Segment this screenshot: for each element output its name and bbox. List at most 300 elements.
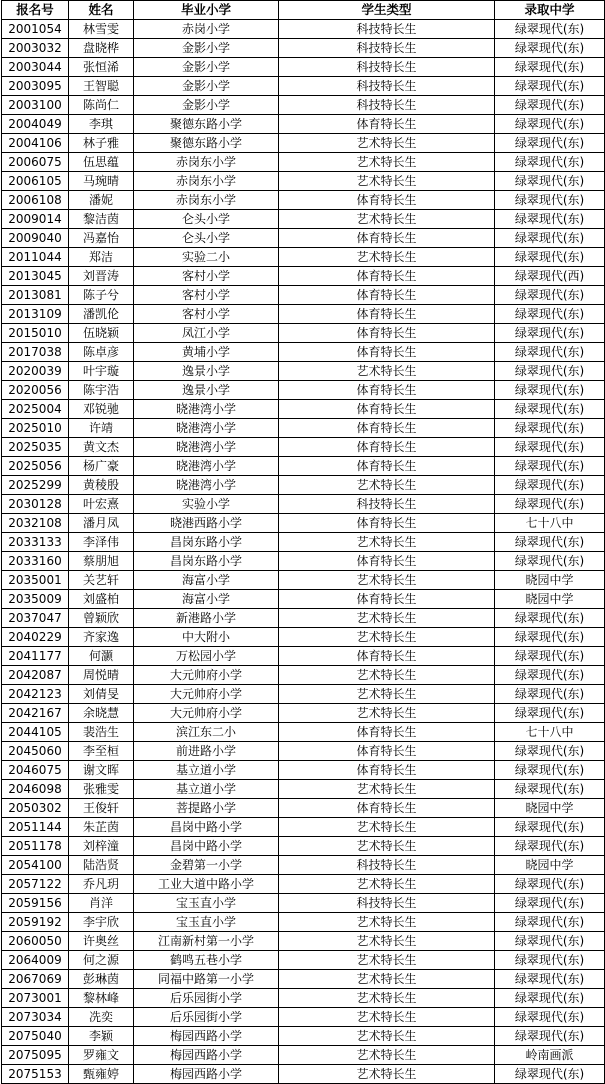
student-type-cell: 艺术特长生: [279, 875, 495, 894]
admitted-school-cell: 绿翠现代(东): [495, 875, 605, 894]
student-name-cell: 何灏: [69, 647, 134, 666]
registration-number-cell: 2003044: [2, 58, 69, 77]
primary-school-cell: 后乐园街小学: [134, 1008, 279, 1027]
registration-number-cell: 2025035: [2, 438, 69, 457]
student-name-cell: 黎林峰: [69, 989, 134, 1008]
registration-number-cell: 2004106: [2, 134, 69, 153]
admitted-school-cell: 绿翠现代(东): [495, 780, 605, 799]
student-name-cell: 李泽伟: [69, 533, 134, 552]
header-primary-school: 毕业小学: [134, 1, 279, 20]
student-name-cell: 李颖: [69, 1027, 134, 1046]
primary-school-cell: 后乐园街小学: [134, 989, 279, 1008]
student-type-cell: 艺术特长生: [279, 704, 495, 723]
student-name-cell: 彭琳茵: [69, 970, 134, 989]
student-type-cell: 艺术特长生: [279, 685, 495, 704]
registration-number-cell: 2059192: [2, 913, 69, 932]
table-row: [2, 305, 605, 324]
student-name-cell: 叶宏熹: [69, 495, 134, 514]
primary-school-cell: 聚德东路小学: [134, 134, 279, 153]
admitted-school-cell: 绿翠现代(东): [495, 438, 605, 457]
student-name-cell: 周悦晴: [69, 666, 134, 685]
admitted-school-cell: 七十八中: [495, 723, 605, 742]
admitted-school-cell: 绿翠现代(东): [495, 495, 605, 514]
admitted-school-cell: 绿翠现代(东): [495, 115, 605, 134]
primary-school-cell: 仑头小学: [134, 229, 279, 248]
table-body: [2, 20, 605, 1084]
admitted-school-cell: 岭南画派: [495, 1046, 605, 1065]
student-type-cell: 艺术特长生: [279, 134, 495, 153]
table-row: [2, 229, 605, 248]
student-name-cell: 朱芷茵: [69, 818, 134, 837]
admitted-school-cell: 绿翠现代(东): [495, 362, 605, 381]
registration-number-cell: 2011044: [2, 248, 69, 267]
primary-school-cell: 客村小学: [134, 286, 279, 305]
primary-school-cell: 赤岗东小学: [134, 172, 279, 191]
student-name-cell: 王俊轩: [69, 799, 134, 818]
table-row: [2, 590, 605, 609]
primary-school-cell: 逸景小学: [134, 362, 279, 381]
student-name-cell: 杨广豪: [69, 457, 134, 476]
admitted-school-cell: 绿翠现代(东): [495, 1027, 605, 1046]
registration-number-cell: 2042123: [2, 685, 69, 704]
table-row: [2, 856, 605, 875]
student-name-cell: 许靖: [69, 419, 134, 438]
student-type-cell: 科技特长生: [279, 58, 495, 77]
registration-number-cell: 2003100: [2, 96, 69, 115]
primary-school-cell: 大元帅府小学: [134, 666, 279, 685]
admitted-school-cell: 绿翠现代(东): [495, 761, 605, 780]
student-type-cell: 科技特长生: [279, 20, 495, 39]
student-type-cell: 体育特长生: [279, 438, 495, 457]
student-name-cell: 潘凯伦: [69, 305, 134, 324]
registration-number-cell: 2040229: [2, 628, 69, 647]
primary-school-cell: 昌岗东路小学: [134, 533, 279, 552]
primary-school-cell: 晓港湾小学: [134, 457, 279, 476]
table-row: [2, 134, 605, 153]
admitted-school-cell: 绿翠现代(东): [495, 400, 605, 419]
student-type-cell: 艺术特长生: [279, 609, 495, 628]
registration-number-cell: 2046098: [2, 780, 69, 799]
student-name-cell: 李琪: [69, 115, 134, 134]
student-name-cell: 李宇欣: [69, 913, 134, 932]
registration-number-cell: 2057122: [2, 875, 69, 894]
primary-school-cell: 黄埔小学: [134, 343, 279, 362]
registration-number-cell: 2015010: [2, 324, 69, 343]
student-type-cell: 体育特长生: [279, 647, 495, 666]
table-row: [2, 191, 605, 210]
admitted-school-cell: 绿翠现代(东): [495, 989, 605, 1008]
primary-school-cell: 晓港湾小学: [134, 438, 279, 457]
registration-number-cell: 2009040: [2, 229, 69, 248]
student-name-cell: 甄雍婷: [69, 1065, 134, 1084]
table-row: [2, 58, 605, 77]
registration-number-cell: 2025056: [2, 457, 69, 476]
registration-number-cell: 2067069: [2, 970, 69, 989]
table-row: [2, 96, 605, 115]
admitted-school-cell: 绿翠现代(东): [495, 685, 605, 704]
table-row: [2, 533, 605, 552]
student-name-cell: 刘梓潼: [69, 837, 134, 856]
header-admitted-school: 录取中学: [495, 1, 605, 20]
student-type-cell: 艺术特长生: [279, 989, 495, 1008]
primary-school-cell: 菩提路小学: [134, 799, 279, 818]
registration-number-cell: 2013109: [2, 305, 69, 324]
primary-school-cell: 海富小学: [134, 571, 279, 590]
student-name-cell: 王智聪: [69, 77, 134, 96]
table-row: [2, 799, 605, 818]
student-name-cell: 张恒浠: [69, 58, 134, 77]
student-name-cell: 陈尚仁: [69, 96, 134, 115]
admitted-school-cell: 绿翠现代(东): [495, 134, 605, 153]
registration-number-cell: 2006075: [2, 153, 69, 172]
student-name-cell: 林子雅: [69, 134, 134, 153]
student-name-cell: 余晓慧: [69, 704, 134, 723]
registration-number-cell: 2035001: [2, 571, 69, 590]
table-row: [2, 476, 605, 495]
registration-number-cell: 2013081: [2, 286, 69, 305]
student-type-cell: 科技特长生: [279, 39, 495, 58]
admitted-school-cell: 绿翠现代(东): [495, 970, 605, 989]
admitted-school-cell: 绿翠现代(东): [495, 153, 605, 172]
table-row: [2, 609, 605, 628]
registration-number-cell: 2025010: [2, 419, 69, 438]
admitted-school-cell: 绿翠现代(东): [495, 191, 605, 210]
primary-school-cell: 晓港湾小学: [134, 419, 279, 438]
student-type-cell: 艺术特长生: [279, 533, 495, 552]
student-type-cell: 体育特长生: [279, 381, 495, 400]
table-row: [2, 248, 605, 267]
primary-school-cell: 大元帅府小学: [134, 685, 279, 704]
admitted-school-cell: 绿翠现代(东): [495, 77, 605, 96]
admitted-school-cell: 绿翠现代(东): [495, 666, 605, 685]
student-name-cell: 郑洁: [69, 248, 134, 267]
student-type-cell: 艺术特长生: [279, 1065, 495, 1084]
registration-number-cell: 2009014: [2, 210, 69, 229]
primary-school-cell: 万松园小学: [134, 647, 279, 666]
student-type-cell: 体育特长生: [279, 343, 495, 362]
student-name-cell: 林雪雯: [69, 20, 134, 39]
student-type-cell: 艺术特长生: [279, 951, 495, 970]
student-type-cell: 艺术特长生: [279, 153, 495, 172]
primary-school-cell: 逸景小学: [134, 381, 279, 400]
primary-school-cell: 中大附小: [134, 628, 279, 647]
student-name-cell: 齐家逸: [69, 628, 134, 647]
table-row: [2, 913, 605, 932]
table-row: [2, 1046, 605, 1065]
header-registration-number: 报名号: [2, 1, 69, 20]
primary-school-cell: 赤岗小学: [134, 20, 279, 39]
registration-number-cell: 2017038: [2, 343, 69, 362]
student-type-cell: 艺术特长生: [279, 248, 495, 267]
student-type-cell: 艺术特长生: [279, 362, 495, 381]
admitted-school-cell: 绿翠现代(东): [495, 229, 605, 248]
student-name-cell: 伍晓颖: [69, 324, 134, 343]
student-name-cell: 冯嘉怡: [69, 229, 134, 248]
admitted-school-cell: 绿翠现代(东): [495, 210, 605, 229]
registration-number-cell: 2025004: [2, 400, 69, 419]
table-row: [2, 324, 605, 343]
admitted-school-cell: 绿翠现代(东): [495, 343, 605, 362]
admitted-school-cell: 绿翠现代(东): [495, 20, 605, 39]
student-type-cell: 体育特长生: [279, 115, 495, 134]
primary-school-cell: 江南新村第一小学: [134, 932, 279, 951]
student-type-cell: 体育特长生: [279, 457, 495, 476]
student-type-cell: 艺术特长生: [279, 970, 495, 989]
table-row: [2, 286, 605, 305]
table-row: [2, 419, 605, 438]
primary-school-cell: 海富小学: [134, 590, 279, 609]
registration-number-cell: 2075095: [2, 1046, 69, 1065]
primary-school-cell: 实验小学: [134, 495, 279, 514]
registration-number-cell: 2042087: [2, 666, 69, 685]
primary-school-cell: 基立道小学: [134, 780, 279, 799]
student-type-cell: 体育特长生: [279, 799, 495, 818]
admitted-school-cell: 绿翠现代(东): [495, 552, 605, 571]
primary-school-cell: 梅园西路小学: [134, 1046, 279, 1065]
registration-number-cell: 2003095: [2, 77, 69, 96]
admitted-school-cell: 绿翠现代(东): [495, 305, 605, 324]
admitted-school-cell: 绿翠现代(东): [495, 248, 605, 267]
table-row: [2, 39, 605, 58]
registration-number-cell: 2006105: [2, 172, 69, 191]
student-name-cell: 裴浩生: [69, 723, 134, 742]
student-type-cell: 体育特长生: [279, 191, 495, 210]
table-row: [2, 495, 605, 514]
student-name-cell: 关艺轩: [69, 571, 134, 590]
admitted-school-cell: 绿翠现代(东): [495, 1008, 605, 1027]
primary-school-cell: 金碧第一小学: [134, 856, 279, 875]
student-type-cell: 艺术特长生: [279, 1046, 495, 1065]
student-type-cell: 艺术特长生: [279, 476, 495, 495]
primary-school-cell: 晓港湾小学: [134, 476, 279, 495]
table-row: [2, 381, 605, 400]
student-type-cell: 体育特长生: [279, 419, 495, 438]
student-name-cell: 曾颖欣: [69, 609, 134, 628]
table-row: [2, 723, 605, 742]
admitted-school-cell: 绿翠现代(西): [495, 267, 605, 286]
primary-school-cell: 仑头小学: [134, 210, 279, 229]
registration-number-cell: 2041177: [2, 647, 69, 666]
primary-school-cell: 昌岗中路小学: [134, 818, 279, 837]
student-type-cell: 科技特长生: [279, 856, 495, 875]
student-name-cell: 谢文晖: [69, 761, 134, 780]
header-student-type: 学生类型: [279, 1, 495, 20]
student-type-cell: 科技特长生: [279, 96, 495, 115]
table-row: [2, 837, 605, 856]
table-row: [2, 932, 605, 951]
registration-number-cell: 2051178: [2, 837, 69, 856]
admitted-school-cell: 绿翠现代(东): [495, 1065, 605, 1084]
student-type-cell: 体育特长生: [279, 552, 495, 571]
student-name-cell: 盘晓桦: [69, 39, 134, 58]
table-row: [2, 1008, 605, 1027]
student-type-cell: 艺术特长生: [279, 1008, 495, 1027]
primary-school-cell: 客村小学: [134, 267, 279, 286]
student-type-cell: 体育特长生: [279, 305, 495, 324]
student-name-cell: 陆浩贤: [69, 856, 134, 875]
registration-number-cell: 2042167: [2, 704, 69, 723]
table-row: [2, 875, 605, 894]
registration-number-cell: 2004049: [2, 115, 69, 134]
admitted-school-cell: 绿翠现代(东): [495, 457, 605, 476]
admitted-school-cell: 绿翠现代(东): [495, 381, 605, 400]
registration-number-cell: 2033160: [2, 552, 69, 571]
table-row: [2, 761, 605, 780]
student-type-cell: 体育特长生: [279, 514, 495, 533]
registration-number-cell: 2050302: [2, 799, 69, 818]
admitted-school-cell: 晓园中学: [495, 856, 605, 875]
admission-table: [1, 0, 605, 1084]
table-row: [2, 457, 605, 476]
student-type-cell: 艺术特长生: [279, 837, 495, 856]
primary-school-cell: 金影小学: [134, 96, 279, 115]
primary-school-cell: 工业大道中路小学: [134, 875, 279, 894]
registration-number-cell: 2073034: [2, 1008, 69, 1027]
admitted-school-cell: 绿翠现代(东): [495, 628, 605, 647]
student-name-cell: 张雅雯: [69, 780, 134, 799]
primary-school-cell: 大元帅府小学: [134, 704, 279, 723]
admitted-school-cell: 晓园中学: [495, 590, 605, 609]
primary-school-cell: 昌岗中路小学: [134, 837, 279, 856]
header-name: 姓名: [69, 1, 134, 20]
student-type-cell: 艺术特长生: [279, 210, 495, 229]
primary-school-cell: 前进路小学: [134, 742, 279, 761]
registration-number-cell: 2013045: [2, 267, 69, 286]
student-name-cell: 黄稜殷: [69, 476, 134, 495]
student-name-cell: 陈子兮: [69, 286, 134, 305]
registration-number-cell: 2054100: [2, 856, 69, 875]
registration-number-cell: 2020056: [2, 381, 69, 400]
table-row: [2, 438, 605, 457]
student-name-cell: 伍思蕴: [69, 153, 134, 172]
student-type-cell: 体育特长生: [279, 324, 495, 343]
primary-school-cell: 聚德东路小学: [134, 115, 279, 134]
table-row: [2, 780, 605, 799]
table-row: [2, 647, 605, 666]
student-name-cell: 刘晋涛: [69, 267, 134, 286]
student-type-cell: 艺术特长生: [279, 780, 495, 799]
registration-number-cell: 2046075: [2, 761, 69, 780]
admitted-school-cell: 七十八中: [495, 514, 605, 533]
registration-number-cell: 2020039: [2, 362, 69, 381]
student-name-cell: 叶宇璇: [69, 362, 134, 381]
admitted-school-cell: 绿翠现代(东): [495, 476, 605, 495]
primary-school-cell: 宝玉直小学: [134, 913, 279, 932]
table-row: [2, 1027, 605, 1046]
primary-school-cell: 赤岗东小学: [134, 153, 279, 172]
registration-number-cell: 2033133: [2, 533, 69, 552]
student-type-cell: 体育特长生: [279, 286, 495, 305]
admitted-school-cell: 绿翠现代(东): [495, 96, 605, 115]
student-type-cell: 艺术特长生: [279, 1027, 495, 1046]
student-type-cell: 体育特长生: [279, 267, 495, 286]
student-name-cell: 冼奕: [69, 1008, 134, 1027]
primary-school-cell: 梅园西路小学: [134, 1065, 279, 1084]
registration-number-cell: 2073001: [2, 989, 69, 1008]
registration-number-cell: 2060050: [2, 932, 69, 951]
primary-school-cell: 凤江小学: [134, 324, 279, 343]
registration-number-cell: 2006108: [2, 191, 69, 210]
table-row: [2, 153, 605, 172]
table-row: [2, 818, 605, 837]
student-name-cell: 潘妮: [69, 191, 134, 210]
registration-number-cell: 2032108: [2, 514, 69, 533]
table-row: [2, 989, 605, 1008]
table-row: [2, 362, 605, 381]
table-row: [2, 666, 605, 685]
student-type-cell: 体育特长生: [279, 723, 495, 742]
admitted-school-cell: 晓园中学: [495, 571, 605, 590]
primary-school-cell: 滨江东二小: [134, 723, 279, 742]
primary-school-cell: 客村小学: [134, 305, 279, 324]
admitted-school-cell: 绿翠现代(东): [495, 172, 605, 191]
student-name-cell: 马琬晴: [69, 172, 134, 191]
student-type-cell: 体育特长生: [279, 761, 495, 780]
student-type-cell: 艺术特长生: [279, 628, 495, 647]
student-name-cell: 陈卓彦: [69, 343, 134, 362]
admitted-school-cell: 绿翠现代(东): [495, 742, 605, 761]
table-row: [2, 571, 605, 590]
registration-number-cell: 2075040: [2, 1027, 69, 1046]
student-type-cell: 体育特长生: [279, 229, 495, 248]
admitted-school-cell: 绿翠现代(东): [495, 324, 605, 343]
registration-number-cell: 2064009: [2, 951, 69, 970]
admitted-school-cell: 绿翠现代(东): [495, 647, 605, 666]
student-type-cell: 体育特长生: [279, 742, 495, 761]
student-name-cell: 罗雍文: [69, 1046, 134, 1065]
table-row: [2, 704, 605, 723]
table-row: [2, 628, 605, 647]
student-name-cell: 肖洋: [69, 894, 134, 913]
student-name-cell: 刘倩旻: [69, 685, 134, 704]
table-row: [2, 514, 605, 533]
registration-number-cell: 2051144: [2, 818, 69, 837]
table-row: [2, 894, 605, 913]
registration-number-cell: 2030128: [2, 495, 69, 514]
admitted-school-cell: 绿翠现代(东): [495, 894, 605, 913]
admitted-school-cell: 绿翠现代(东): [495, 533, 605, 552]
admitted-school-cell: 晓园中学: [495, 799, 605, 818]
student-type-cell: 艺术特长生: [279, 818, 495, 837]
student-type-cell: 科技特长生: [279, 495, 495, 514]
student-type-cell: 艺术特长生: [279, 571, 495, 590]
student-name-cell: 许奥丝: [69, 932, 134, 951]
primary-school-cell: 昌岗东路小学: [134, 552, 279, 571]
student-name-cell: 刘盛柏: [69, 590, 134, 609]
primary-school-cell: 实验二小: [134, 248, 279, 267]
primary-school-cell: 金影小学: [134, 77, 279, 96]
student-name-cell: 蔡朋旭: [69, 552, 134, 571]
registration-number-cell: 2037047: [2, 609, 69, 628]
table-row: [2, 267, 605, 286]
table-row: [2, 343, 605, 362]
admitted-school-cell: 绿翠现代(东): [495, 932, 605, 951]
table-row: [2, 685, 605, 704]
primary-school-cell: 晓港西路小学: [134, 514, 279, 533]
student-name-cell: 李至桓: [69, 742, 134, 761]
admitted-school-cell: 绿翠现代(东): [495, 704, 605, 723]
admitted-school-cell: 绿翠现代(东): [495, 951, 605, 970]
student-type-cell: 科技特长生: [279, 77, 495, 96]
header-row: [2, 1, 605, 20]
table-row: [2, 970, 605, 989]
student-name-cell: 邓锐驰: [69, 400, 134, 419]
admitted-school-cell: 绿翠现代(东): [495, 419, 605, 438]
primary-school-cell: 晓港湾小学: [134, 400, 279, 419]
primary-school-cell: 赤岗东小学: [134, 191, 279, 210]
table-row: [2, 1065, 605, 1084]
table-row: [2, 115, 605, 134]
